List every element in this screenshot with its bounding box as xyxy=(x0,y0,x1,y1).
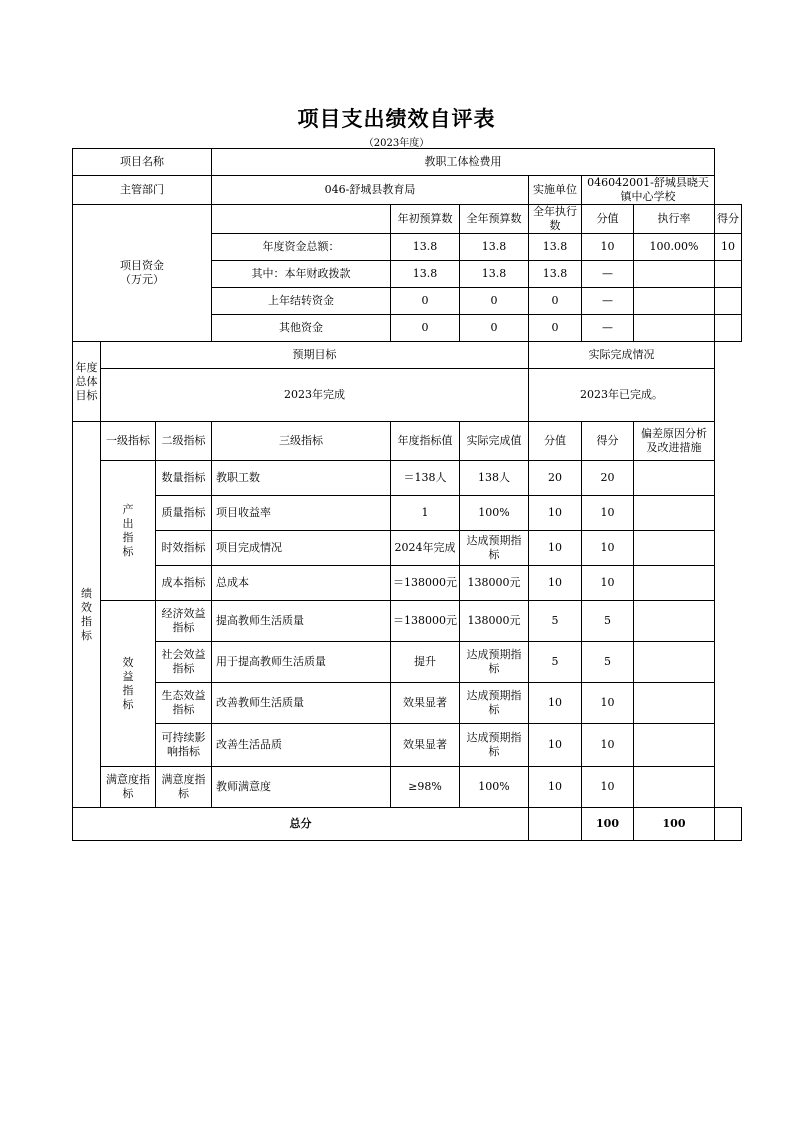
funds-cell: 0 xyxy=(460,315,529,342)
funds-cell: — xyxy=(582,261,634,288)
department-label: 主管部门 xyxy=(73,176,212,205)
row-goals-header xyxy=(73,342,742,369)
row-department xyxy=(73,176,742,205)
got-value: 10 xyxy=(582,566,634,601)
indicator-row xyxy=(73,683,742,724)
indicator-header: 实际完成值 xyxy=(460,422,529,461)
funds-cell: 10 xyxy=(582,234,634,261)
row-goals-content xyxy=(73,369,742,422)
target-value: 效果显著 xyxy=(391,724,460,767)
funds-header: 全年预算数 xyxy=(460,205,529,234)
funds-header: 分值 xyxy=(582,205,634,234)
funds-cell: 13.8 xyxy=(391,261,460,288)
funds-cell: 0 xyxy=(391,315,460,342)
l2-indicator: 可持续影 响指标 xyxy=(156,724,212,767)
score-value: 10 xyxy=(529,683,582,724)
funds-cell xyxy=(634,261,715,288)
impl-unit-label: 实施单位 xyxy=(529,176,582,205)
l3-indicator: 总成本 xyxy=(212,566,391,601)
total-score: 100 xyxy=(582,808,634,841)
project-name-value: 教职工体检费用 xyxy=(212,149,715,176)
indicator-row xyxy=(73,601,742,642)
score-value: 10 xyxy=(529,531,582,566)
indicator-header xyxy=(634,422,715,461)
l2-indicator: 质量指标 xyxy=(156,496,212,531)
l3-indicator: 用于提高教师生活质量 xyxy=(212,642,391,683)
actual-value: 达成预期指 标 xyxy=(460,724,529,767)
score-value: 5 xyxy=(529,601,582,642)
funds-header: 年初预算数 xyxy=(391,205,460,234)
target-value: ＝138人 xyxy=(391,461,460,496)
deviation-note xyxy=(634,566,715,601)
funds-header: 得分 xyxy=(715,205,742,234)
l3-indicator: 项目完成情况 xyxy=(212,531,391,566)
expected-goal: 2023年完成 xyxy=(101,369,529,422)
got-value: 20 xyxy=(582,461,634,496)
funds-cell xyxy=(634,288,715,315)
funds-cell xyxy=(715,315,742,342)
indicator-row xyxy=(73,531,742,566)
project-name-label: 项目名称 xyxy=(73,149,212,176)
row-project-name xyxy=(73,149,742,176)
impl-unit-value: 046042001-舒城县晓天镇中心学校 xyxy=(582,176,715,205)
funds-row-label: 其他资金 xyxy=(212,315,391,342)
benefit-indicators-label xyxy=(101,601,156,767)
funds-row-label: 其中：本年财政拨款 xyxy=(212,261,391,288)
page-subtitle: （2023年度） xyxy=(363,138,430,149)
l3-indicator: 提高教师生活质量 xyxy=(212,601,391,642)
l2-indicator: 生态效益 指标 xyxy=(156,683,212,724)
l2-indicator: 时效指标 xyxy=(156,531,212,566)
funds-cell xyxy=(715,288,742,315)
target-value: 2024年完成 xyxy=(391,531,460,566)
funds-header: 执行率 xyxy=(634,205,715,234)
evaluation-table xyxy=(72,148,742,841)
got-value: 10 xyxy=(582,683,634,724)
indicator-row xyxy=(73,566,742,601)
row-funds-header xyxy=(73,205,742,234)
benefit-indicators-label-text: 效 益 指 标 xyxy=(122,655,134,711)
target-value: 1 xyxy=(391,496,460,531)
got-value: 5 xyxy=(582,642,634,683)
l3-indicator: 改善生活品质 xyxy=(212,724,391,767)
funds-cell: 0 xyxy=(529,288,582,315)
l3-indicator: 教职工数 xyxy=(212,461,391,496)
score-value: 10 xyxy=(529,724,582,767)
satisfaction-indicators-label-text: 满意度指 标 xyxy=(106,773,150,800)
funds-cell: 0 xyxy=(391,288,460,315)
l3-indicator: 教师满意度 xyxy=(212,767,391,808)
funds-cell xyxy=(634,315,715,342)
target-value: 提升 xyxy=(391,642,460,683)
funds-header: 全年执行数 xyxy=(529,205,582,234)
deviation-header-text: 偏差原因分析 及改进措施 xyxy=(641,427,707,454)
indicator-row xyxy=(73,461,742,496)
actual-value: 138000元 xyxy=(460,566,529,601)
indicator-row xyxy=(73,642,742,683)
funds-cell: 13.8 xyxy=(529,234,582,261)
actual-value: 达成预期指 标 xyxy=(460,642,529,683)
deviation-note xyxy=(634,531,715,566)
actual-value: 138000元 xyxy=(460,601,529,642)
funds-label-text: 项目资金 （万元） xyxy=(120,259,164,286)
deviation-note xyxy=(634,724,715,767)
indicator-header: 一级指标 xyxy=(101,422,156,461)
actual-value: 138人 xyxy=(460,461,529,496)
satisfaction-indicators-label xyxy=(101,767,156,808)
funds-cell: 100.00% xyxy=(634,234,715,261)
l3-indicator: 改善教师生活质量 xyxy=(212,683,391,724)
indicator-header: 年度指标值 xyxy=(391,422,460,461)
l2-indicator: 经济效益 指标 xyxy=(156,601,212,642)
score-value: 20 xyxy=(529,461,582,496)
row-total xyxy=(73,808,742,841)
performance-indicators-label-text: 绩 效 指 标 xyxy=(81,586,92,642)
deviation-note xyxy=(634,767,715,808)
indicator-row xyxy=(73,767,742,808)
indicator-header: 三级指标 xyxy=(212,422,391,461)
funds-cell: 0 xyxy=(529,315,582,342)
output-indicators-label-text: 产 出 指 标 xyxy=(122,502,134,558)
actual-goal: 2023年已完成。 xyxy=(529,369,715,422)
output-indicators-label xyxy=(101,461,156,601)
indicator-row xyxy=(73,724,742,767)
funds-cell xyxy=(715,261,742,288)
got-value: 5 xyxy=(582,601,634,642)
target-value: ＝138000元 xyxy=(391,601,460,642)
deviation-note xyxy=(634,461,715,496)
target-value: 效果显著 xyxy=(391,683,460,724)
got-value: 10 xyxy=(582,531,634,566)
got-value: 10 xyxy=(582,767,634,808)
row-indicators-header xyxy=(73,422,742,461)
total-note xyxy=(715,808,742,841)
indicator-header: 分值 xyxy=(529,422,582,461)
l2-indicator: 满意度指 标 xyxy=(156,767,212,808)
l3-indicator: 项目收益率 xyxy=(212,496,391,531)
got-value: 10 xyxy=(582,496,634,531)
actual-goal-header: 实际完成情况 xyxy=(529,342,715,369)
indicator-header: 二级指标 xyxy=(156,422,212,461)
actual-value: 100% xyxy=(460,767,529,808)
funds-row-label: 年度资金总额： xyxy=(212,234,391,261)
l2-indicator: 社会效益 指标 xyxy=(156,642,212,683)
funds-row-label: 上年结转资金 xyxy=(212,288,391,315)
got-value: 10 xyxy=(582,724,634,767)
annual-goal-label-text: 年度 总体 目标 xyxy=(75,360,98,402)
actual-value: 100% xyxy=(460,496,529,531)
funds-cell: 13.8 xyxy=(460,261,529,288)
indicator-row xyxy=(73,496,742,531)
funds-cell: — xyxy=(582,288,634,315)
funds-cell: — xyxy=(582,315,634,342)
total-label: 总分 xyxy=(73,808,529,841)
score-value: 10 xyxy=(529,566,582,601)
total-blank xyxy=(529,808,582,841)
expected-goal-header: 预期目标 xyxy=(101,342,529,369)
total-got: 100 xyxy=(634,808,715,841)
score-value: 10 xyxy=(529,496,582,531)
funds-header-blank xyxy=(212,205,391,234)
department-value: 046-舒城县教育局 xyxy=(212,176,529,205)
funds-label xyxy=(73,205,212,342)
score-value: 5 xyxy=(529,642,582,683)
indicator-header: 得分 xyxy=(582,422,634,461)
deviation-note xyxy=(634,642,715,683)
target-value: ≥98% xyxy=(391,767,460,808)
performance-indicators-label xyxy=(73,422,101,808)
funds-cell: 13.8 xyxy=(460,234,529,261)
score-value: 10 xyxy=(529,767,582,808)
page-title: 项目支出绩效自评表 xyxy=(297,107,496,131)
l2-indicator: 成本指标 xyxy=(156,566,212,601)
deviation-note xyxy=(634,601,715,642)
actual-value: 达成预期指 标 xyxy=(460,531,529,566)
funds-cell: 10 xyxy=(715,234,742,261)
target-value: ＝138000元 xyxy=(391,566,460,601)
deviation-note xyxy=(634,683,715,724)
funds-cell: 13.8 xyxy=(529,261,582,288)
funds-cell: 13.8 xyxy=(391,234,460,261)
funds-cell: 0 xyxy=(460,288,529,315)
actual-value: 达成预期指 标 xyxy=(460,683,529,724)
deviation-note xyxy=(634,496,715,531)
annual-goal-label xyxy=(73,342,101,422)
l2-indicator: 数量指标 xyxy=(156,461,212,496)
